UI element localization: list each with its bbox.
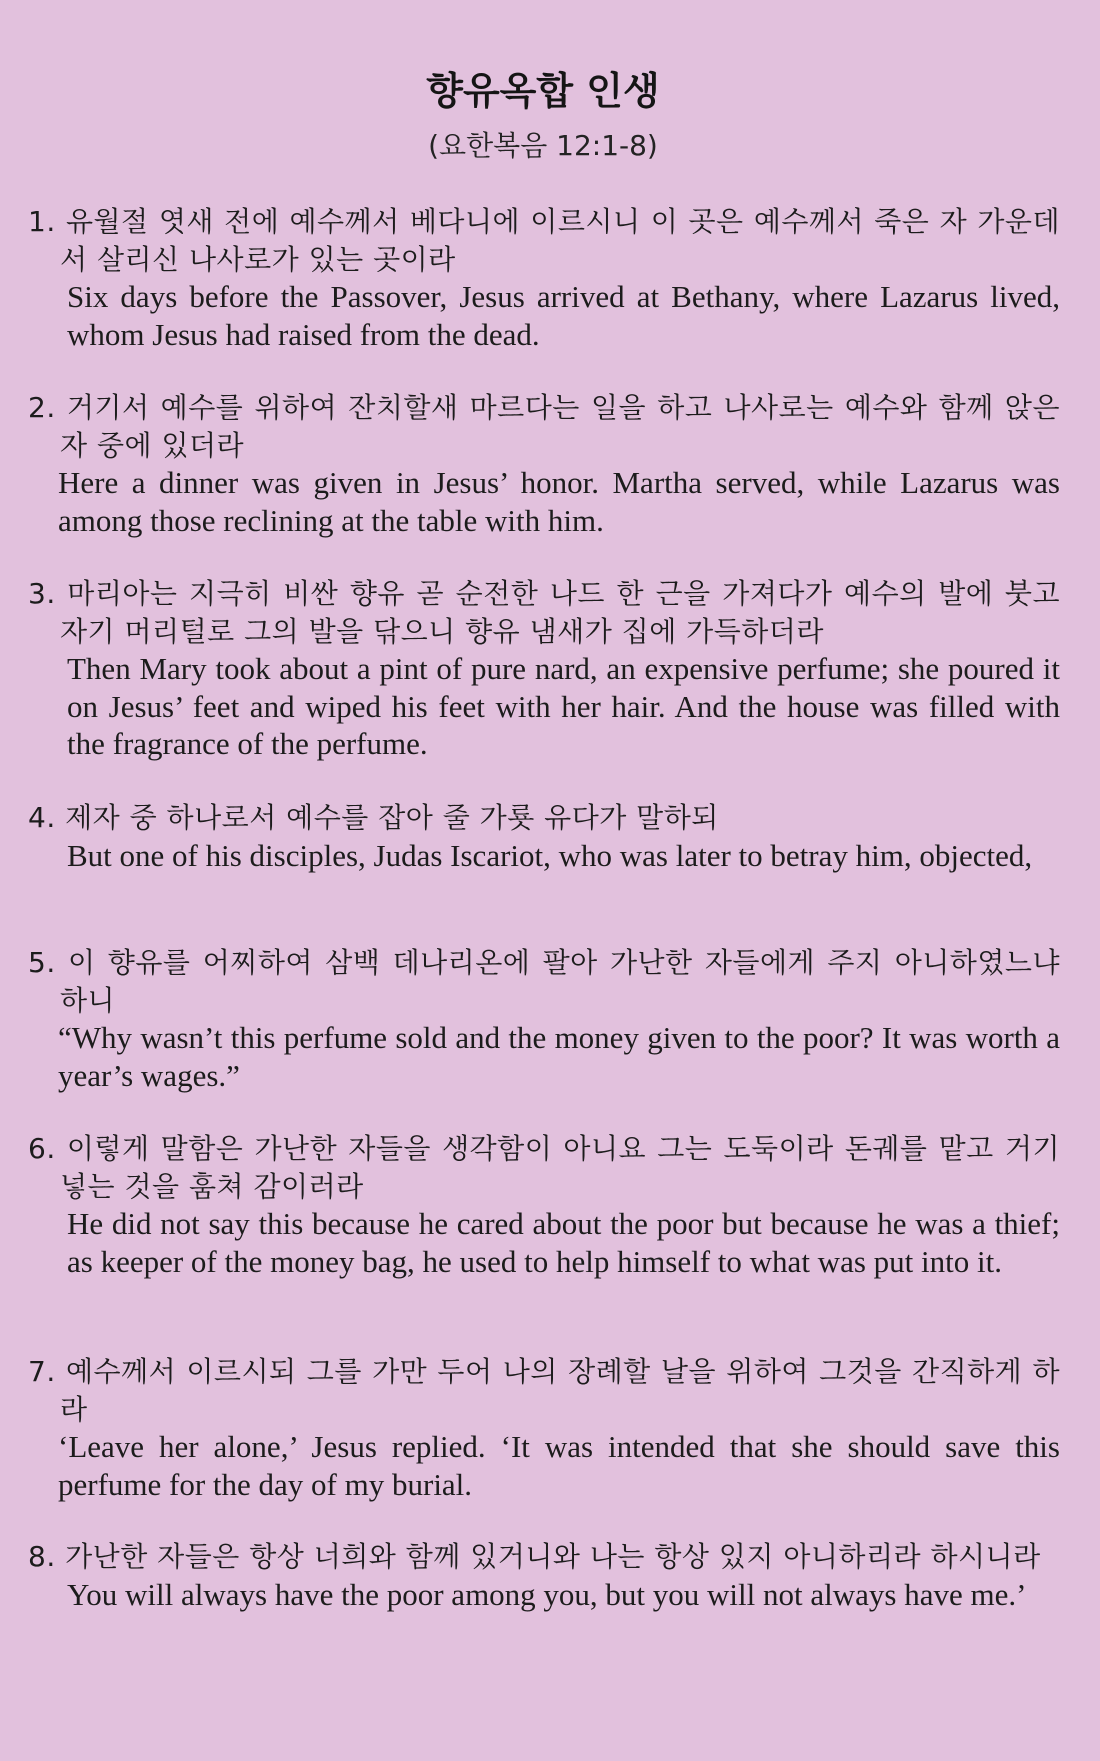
verse-english-text: Six days before the Passover, Jesus arrived at Bethany, where Lazarus lived, whom Jesus had raised from the dead.	[67, 279, 1060, 352]
verse-item	[28, 389, 1060, 539]
scripture-reference: (요한복음 12:1-8)	[428, 129, 658, 162]
verse-korean-text: 7. 예수께서 이르시되 그를 가만 두어 나의 장례할 날을 위하여 그것을 간직하게 하라	[28, 1355, 1060, 1426]
verse-korean-text: 5. 이 향유를 어찌하여 삼백 데나리온에 팔아 가난한 자들에게 주지 아니하였느냐 하니	[28, 946, 1060, 1017]
verse-item	[28, 1130, 1060, 1280]
verse-korean-text: 6. 이렇게 말함은 가난한 자들을 생각함이 아니요 그는 도둑이라 돈궤를 맡고 거기 넣는 것을 훔쳐 감이러라	[28, 1132, 1060, 1203]
verse-english-text: ‘Leave her alone,’ Jesus replied. ‘It was intended that she should save this perfume for the day of my burial.	[58, 1429, 1060, 1502]
page-title: 향유옥합 인생	[426, 69, 660, 113]
verse-korean-text: 2. 거기서 예수를 위하여 잔치할새 마르다는 일을 하고 나사로는 예수와 함께 앉은 자 중에 있더라	[28, 391, 1060, 462]
verse-english-text: He did not say this because he cared about the poor but because he was a thief; as keeper of the money bag, he used to help himself to what was put into it.	[67, 1206, 1060, 1279]
verse-item	[28, 203, 1060, 353]
verse-item	[28, 575, 1060, 763]
verse-english-text: But one of his disciples, Judas Iscariot, who was later to betray him, objected,	[67, 837, 1033, 873]
verse-english-text: Then Mary took about a pint of pure nard, an expensive perfume; she poured it on Jesus’ feet and wiped his feet with her hair. And the house was filled with the fragrance of the perfume.	[67, 651, 1060, 761]
verse-korean-text: 3. 마리아는 지극히 비싼 향유 곧 순전한 나드 한 근을 가져다가 예수의 발에 붓고 자기 머리털로 그의 발을 닦으니 향유 냄새가 집에 가득하더라	[28, 577, 1060, 648]
verse-item	[28, 1353, 1060, 1503]
verse-english-text: Here a dinner was given in Jesus’ honor. Martha served, while Lazarus was among those reclining at the table with him.	[58, 465, 1060, 538]
verse-item	[28, 944, 1060, 1094]
verse-item	[28, 1538, 1060, 1613]
verse-korean-text: 1. 유월절 엿새 전에 예수께서 베다니에 이르시니 이 곳은 예수께서 죽은 자 가운데서 살리신 나사로가 있는 곳이라	[28, 205, 1060, 276]
verse-korean-text: 8. 가난한 자들은 항상 너희와 함께 있거니와 나는 항상 있지 아니하리라 하시니라	[28, 1540, 1041, 1573]
verse-korean-text: 4. 제자 중 하나로서 예수를 잡아 줄 가룟 유다가 말하되	[28, 801, 719, 834]
verse-english-text: You will always have the poor among you, but you will not always have me.’	[67, 1576, 1027, 1612]
verse-english-text: “Why wasn’t this perfume sold and the money given to the poor? It was worth a year’s wages.”	[58, 1020, 1060, 1093]
verse-item	[28, 799, 1060, 874]
